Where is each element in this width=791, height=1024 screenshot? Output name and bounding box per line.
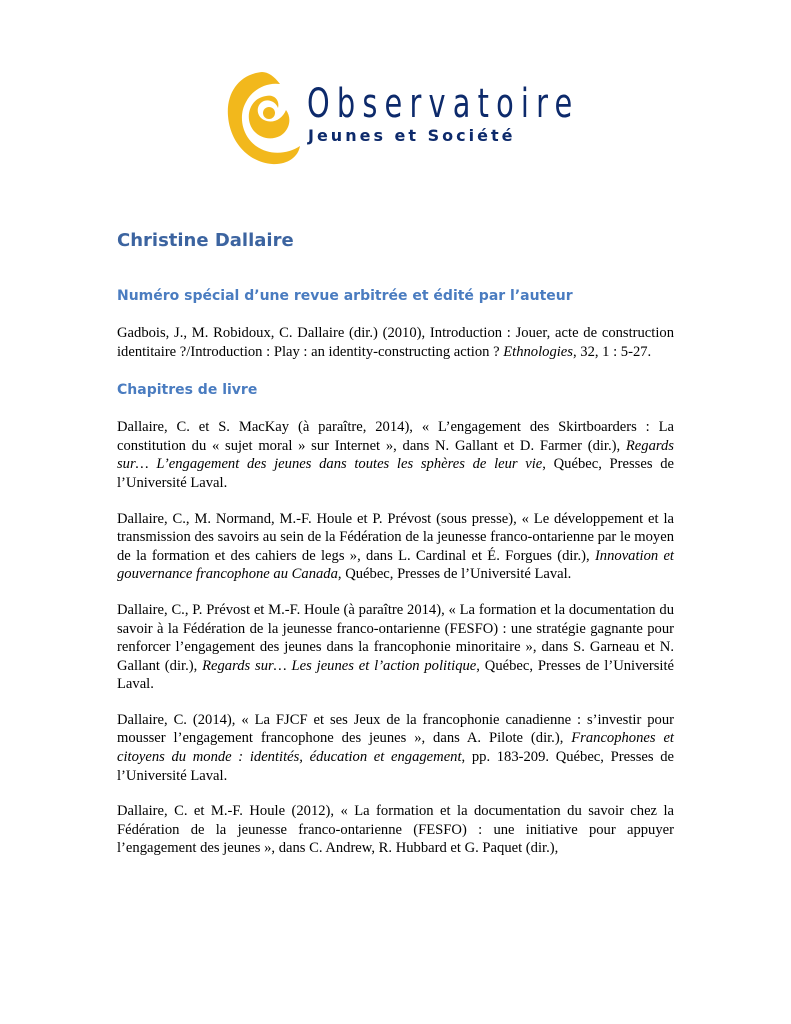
publication-list [117, 228, 674, 878]
reference-entry [117, 510, 674, 584]
swirl-logo-icon [222, 66, 304, 170]
reference-text: Dallaire, C., P. Prévost et M.-F. Houle (à paraître 2014), « La formation et la documentation du savoir à la Fédération de la jeunesse franco-ontarienne (FESFO) : une stratégie gagnante pour renforcer l’engagement des jeunes dans la francophonie minoritaire », dans S. Garneau et N. Gallant (dir.), [117, 601, 674, 674]
reference-text: Dallaire, C., M. Normand, M.-F. Houle et P. Prévost (sous presse), « Le développement et la transmission des savoirs au sein de la Fédération de la jeunesse franco-ontarienne par le moyen de la formation et des cahiers de legs », dans L. Cardinal et É. Forgues (dir.), [117, 510, 674, 564]
reference-text: , Québec, Presses de l’Université Laval. [117, 456, 674, 491]
reference-text: Dallaire, C. et S. MacKay (à paraître, 2014), « L’engagement des Skirtboarders : La constitution du « sujet moral » sur Internet », dans N. Gallant et D. Farmer (dir.), [117, 419, 674, 454]
reference-text: , Québec, Presses de l’Université Laval. [337, 566, 572, 583]
reference-title: Regards sur… L’engagement des jeunes dans toutes les sphères de leur vie [117, 437, 674, 473]
reference-text: , pp. 183-209. Québec, Presses de l’Université Laval. [117, 749, 674, 784]
reference-entry [117, 418, 674, 492]
reference-text: Dallaire, C. (2014), « La FJCF et ses Jeux de la francophonie canadienne : s’investir pour mousser l’engagement francophone des jeunes », dans A. Pilote (dir.), [117, 711, 674, 747]
reference-entry [117, 802, 674, 858]
reference-text: Gadbois, J., M. Robidoux, C. Dallaire (dir.) (2010), Introduction : Jouer, acte de construction identitaire ?/Introduction : Play : an identity-constructing action ? [117, 325, 674, 360]
reference-entry [117, 601, 674, 694]
section-block [117, 287, 674, 361]
reference-title: Regards sur… Les jeunes et l’action politique [202, 657, 477, 674]
reference-text: , Québec, Presses de l’Université Laval. [117, 657, 674, 693]
sections-container [117, 287, 674, 858]
observatoire-logo [222, 66, 580, 170]
logo-brand-sub: Jeunes et Société [308, 126, 516, 145]
reference-title: Ethnologies [503, 343, 573, 360]
reference-title: Francophones et citoyens du monde : identités, éducation et engagement [117, 730, 674, 766]
reference-text: , 32, 1 : 5-27. [572, 343, 652, 360]
reference-title: Innovation et gouvernance francophone au Canada [117, 547, 674, 583]
logo-brand-main: Observatoire [307, 81, 580, 127]
reference-entry [117, 324, 674, 361]
section-heading: Chapitres de livre [117, 382, 258, 399]
reference-text: Dallaire, C. et M.-F. Houle (2012), « La formation et la documentation du savoir chez la Fédération de la jeunesse franco-ontarienne (FESFO) : une initiative pour appuyer l’engagement des jeunes », dans C. Andrew, R. Hubbard et G. Paquet (dir.), [117, 803, 674, 857]
section-heading: Numéro spécial d’une revue arbitrée et édité par l’auteur [117, 288, 573, 305]
reference-entry [117, 711, 674, 785]
section-block [117, 381, 674, 858]
author-name: Christine Dallaire [117, 230, 294, 251]
